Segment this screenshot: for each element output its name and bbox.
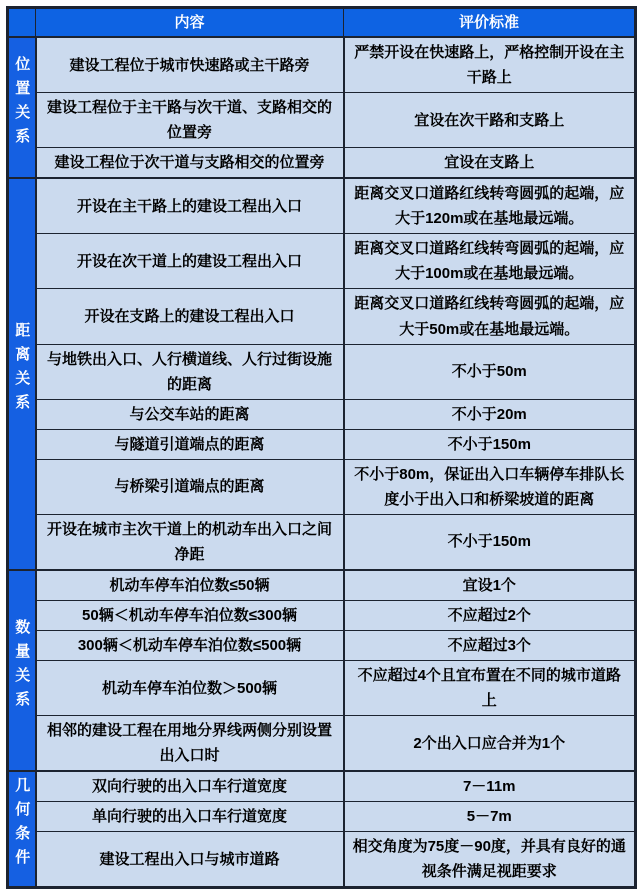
table-row bbox=[8, 148, 636, 179]
content-cell: 开设在城市主次干道上的机动车出入口之间净距 bbox=[36, 514, 344, 570]
table-row bbox=[8, 344, 636, 399]
content-cell: 与隧道引道端点的距离 bbox=[36, 429, 344, 459]
content-cell: 建设工程出入口与城市道路 bbox=[36, 832, 344, 888]
content-cell: 300辆＜机动车停车泊位数≤500辆 bbox=[36, 631, 344, 661]
content-cell: 与公交车站的距离 bbox=[36, 399, 344, 429]
table-row bbox=[8, 178, 636, 234]
criteria-cell: 2个出入口应合并为1个 bbox=[344, 716, 636, 772]
criteria-cell: 距离交叉口道路红线转弯圆弧的起端，应大于50m或在基地最远端。 bbox=[344, 289, 636, 344]
category-position bbox=[8, 37, 36, 178]
table-row bbox=[8, 234, 636, 289]
criteria-cell: 相交角度为75度－90度，并具有良好的通视条件满足视距要求 bbox=[344, 832, 636, 888]
criteria-cell: 不小于20m bbox=[344, 399, 636, 429]
content-cell: 单向行驶的出入口车行道宽度 bbox=[36, 802, 344, 832]
table-row bbox=[8, 771, 636, 802]
content-cell: 双向行驶的出入口车行道宽度 bbox=[36, 771, 344, 802]
criteria-cell: 宜设在支路上 bbox=[344, 148, 636, 179]
content-cell: 开设在主干路上的建设工程出入口 bbox=[36, 178, 344, 234]
category-label: 数量关系 bbox=[13, 618, 31, 715]
header-corner-cell bbox=[8, 8, 36, 38]
table-row bbox=[8, 631, 636, 661]
content-cell: 开设在次干道上的建设工程出入口 bbox=[36, 234, 344, 289]
criteria-cell: 不小于150m bbox=[344, 514, 636, 570]
content-cell: 建设工程位于次干道与支路相交的位置旁 bbox=[36, 148, 344, 179]
criteria-cell: 不应超过4个且宜布置在不同的城市道路上 bbox=[344, 661, 636, 716]
header-content: 内容 bbox=[36, 8, 344, 38]
table-row bbox=[8, 802, 636, 832]
table-row bbox=[8, 570, 636, 601]
criteria-cell: 不小于50m bbox=[344, 344, 636, 399]
criteria-cell: 距离交叉口道路红线转弯圆弧的起端，应大于100m或在基地最远端。 bbox=[344, 234, 636, 289]
criteria-cell: 5－7m bbox=[344, 802, 636, 832]
category-quantity bbox=[8, 570, 36, 771]
table-row bbox=[8, 37, 636, 93]
table-row bbox=[8, 93, 636, 148]
content-cell: 机动车停车泊位数＞500辆 bbox=[36, 661, 344, 716]
criteria-cell: 不应超过3个 bbox=[344, 631, 636, 661]
criteria-cell: 距离交叉口道路红线转弯圆弧的起端，应大于120m或在基地最远端。 bbox=[344, 178, 636, 234]
content-cell: 建设工程位于城市快速路或主干路旁 bbox=[36, 37, 344, 93]
table-row bbox=[8, 514, 636, 570]
criteria-cell: 宜设在次干路和支路上 bbox=[344, 93, 636, 148]
table-row bbox=[8, 289, 636, 344]
category-label: 距离关系 bbox=[13, 322, 31, 419]
criteria-cell: 不应超过2个 bbox=[344, 600, 636, 630]
table-row bbox=[8, 600, 636, 630]
category-label: 几何条件 bbox=[13, 777, 31, 874]
content-cell: 开设在支路上的建设工程出入口 bbox=[36, 289, 344, 344]
category-label: 位置关系 bbox=[13, 55, 31, 152]
content-cell: 与地铁出入口、人行横道线、人行过街设施的距离 bbox=[36, 344, 344, 399]
table-row bbox=[8, 661, 636, 716]
criteria-cell: 7－11m bbox=[344, 771, 636, 802]
criteria-cell: 严禁开设在快速路上，严格控制开设在主干路上 bbox=[344, 37, 636, 93]
evaluation-criteria-table bbox=[6, 6, 637, 889]
table-row bbox=[8, 429, 636, 459]
content-cell: 与桥梁引道端点的距离 bbox=[36, 459, 344, 514]
content-cell: 机动车停车泊位数≤50辆 bbox=[36, 570, 344, 601]
table-row bbox=[8, 399, 636, 429]
criteria-cell: 不小于150m bbox=[344, 429, 636, 459]
category-distance bbox=[8, 178, 36, 570]
header-row bbox=[8, 8, 636, 38]
content-cell: 50辆＜机动车停车泊位数≤300辆 bbox=[36, 600, 344, 630]
table-row bbox=[8, 832, 636, 888]
table-row bbox=[8, 459, 636, 514]
table-row bbox=[8, 716, 636, 772]
content-cell: 建设工程位于主干路与次干道、支路相交的位置旁 bbox=[36, 93, 344, 148]
criteria-cell: 不小于80m，保证出入口车辆停车排队长度小于出入口和桥梁坡道的距离 bbox=[344, 459, 636, 514]
header-criteria: 评价标准 bbox=[344, 8, 636, 38]
criteria-cell: 宜设1个 bbox=[344, 570, 636, 601]
content-cell: 相邻的建设工程在用地分界线两侧分别设置出入口时 bbox=[36, 716, 344, 772]
